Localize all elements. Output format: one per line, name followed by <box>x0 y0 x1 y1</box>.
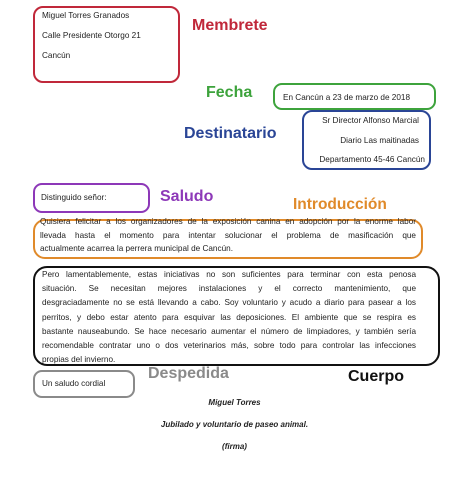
recipient-line-3: Departamento 45-46 Cancún <box>319 155 425 164</box>
signature-mark: (firma) <box>222 442 247 451</box>
body-label: Cuerpo <box>348 368 404 385</box>
body-line-7: propias del invierno. <box>42 355 116 365</box>
introduction-paragraph <box>40 215 416 256</box>
date-text: En Cancún a 23 de marzo de 2018 <box>283 93 410 102</box>
introduction-label: Introducción <box>293 196 387 213</box>
letterhead-label: Membrete <box>192 17 268 34</box>
greeting-text: Distinguido señor: <box>41 193 107 202</box>
body-line-5: bastante nauseabundo. Se hace necesario aumentar el número de limpiadores, y también sería <box>42 326 416 336</box>
letterhead-line-3: Cancún <box>42 51 71 60</box>
date-label: Fecha <box>206 84 253 101</box>
body-line-1: Pero lamentablemente, estas iniciativas no son suficientes para terminar con esta penosa <box>42 270 416 279</box>
signature-name: Miguel Torres <box>208 398 261 407</box>
farewell-label: Despedida <box>148 365 229 382</box>
letterhead-line-1: Miguel Torres Granados <box>42 11 130 20</box>
letterhead-line-2: Calle Presidente Otorgo 21 <box>42 31 141 40</box>
body-line-6: recomendable contratar uno o dos veterinarios más, sobre todo para controlar las infecciones <box>42 341 416 351</box>
signature-role: Jubilado y voluntario de paseo animal. <box>160 420 309 429</box>
farewell-text: Un saludo cordial <box>42 379 106 388</box>
body-line-3: desgraciadamente no se está llevando a cabo. Soy voluntario y acudo a diario para pasear a los <box>42 298 416 308</box>
recipient-line-1: Sr Director Alfonso Marcial <box>322 116 419 125</box>
body-line-4: perritos, y debo estar atento para esquivar las deposiciones. El ambiente que se respira es <box>42 312 416 322</box>
introduction-line-2: llevada hasta el momento para intentar solucionar el problema de masificación que <box>40 230 416 240</box>
introduction-line-1: Quisiera felicitar a los organizadores de la exposición canina en adopción por la enorme labor <box>40 217 416 226</box>
body-line-2: situación. Se necesitan mejores instalaciones y el correcto mantenimiento, que <box>42 284 416 294</box>
body-paragraph <box>42 268 416 367</box>
introduction-line-3: actualmente acarrea la perrera municipal de Cancún. <box>40 244 233 253</box>
greeting-label: Saludo <box>160 188 214 205</box>
recipient-line-2: Diario Las maitinadas <box>340 136 419 145</box>
recipient-label: Destinatario <box>184 125 277 142</box>
